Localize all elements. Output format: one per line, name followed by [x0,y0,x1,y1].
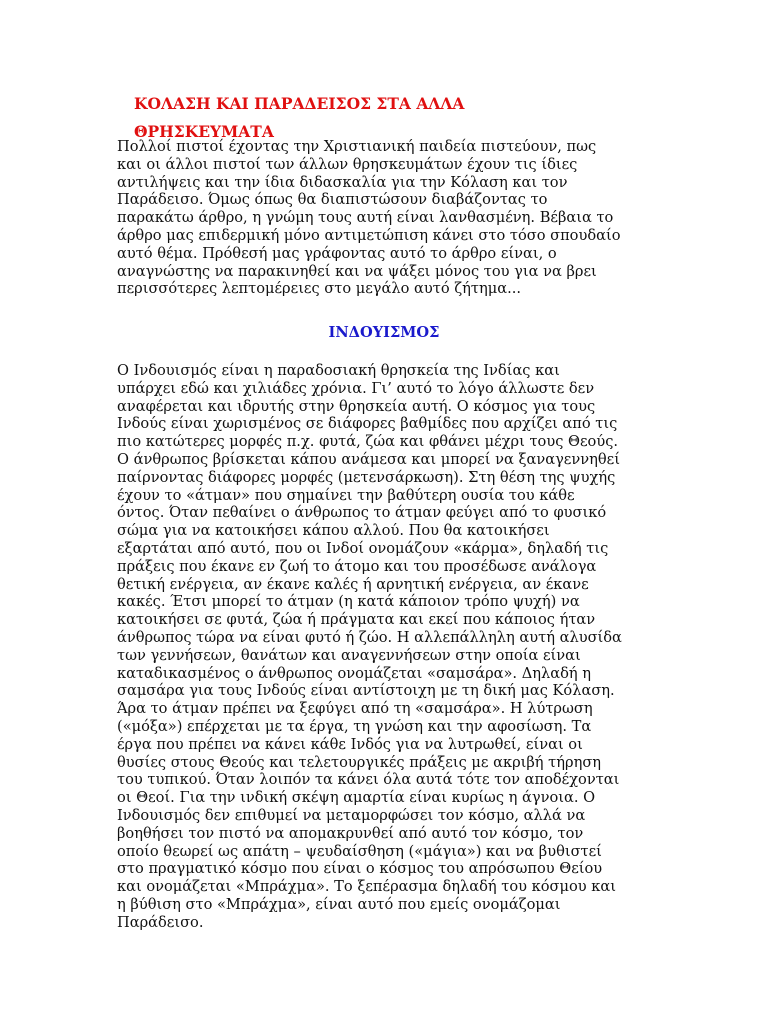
section-line: καταδικασμένος ο άνθρωπος ονομάζεται «σαμσάρα». Δηλαδή η [117,664,592,682]
section-line: κατοικήσει σε φυτά, ζώα ή πράγματα και εκεί που κάποιος ήταν [117,611,596,629]
section-line: πράξεις που έκανε εν ζωή το άτομο και του προσέδωσε ανάλογα [117,557,597,575]
intro-line: αναγνώστης να παρακινηθεί και να ψάξει μόνος του για να βρει [117,262,597,280]
section-line: αναφέρεται και ιδρυτής στην θρησκεία αυτή. Ο κόσμος για τους [117,397,596,415]
section-line: εξαρτάται από αυτό, που οι Ινδοί ονομάζουν «κάρμα», δηλαδή τις [117,539,609,557]
section-line: οι Θεοί. Για την ινδική σκέψη αμαρτία είναι κυρίως η άγνοια. Ο [117,789,596,807]
section-line: σώμα για να κατοικήσει κάπου αλλού. Που θα κατοικήσει [117,522,550,540]
section-line: η βύθιση στο «Μπράχμα», είναι αυτό που εμείς ονομάζομαι [117,895,561,913]
section-line: θυσίες στους Θεούς και τελετουργικές πράξεις με ακριβή τήρηση [117,753,602,771]
section-line: άνθρωπος τώρα να είναι φυτό ή ζώο. Η αλλεπάλληλη αυτή αλυσίδα [117,628,622,646]
section-line: Ινδούς είναι χωρισμένος σε διάφορες βαθμίδες που αρχίζει από τις [117,415,618,433]
intro-line: αντιλήψεις και την ίδια διδασκαλία για την Κόλαση και τον [117,173,568,191]
section-line: Ινδουισμός δεν επιθυμεί να μεταμορφώσει τον κόσμο, αλλά να [117,806,586,824]
intro-line: και οι άλλοι πιστοί των άλλων θρησκευμάτων έχουν τις ίδιες [117,155,578,173]
section-line: («μόξα») επέρχεται με τα έργα, τη γνώση και την αφοσίωση. Τα [117,717,592,735]
section-line: Ο άνθρωπος βρίσκεται κάπου ανάμεσα και μπορεί να ξαναγεννηθεί [117,450,620,468]
intro-line: παρακάτω άρθρο, η γνώμη τους αυτή είναι λανθασμένη. Βέβαια το [117,209,614,227]
section-line: έχουν το «άτμαν» που σημαίνει την βαθύτερη ουσία του κάθε [117,486,575,504]
document-title-line-2: ΘΡΗΣΚΕΥΜΑΤΑ [134,122,274,141]
section-line: έργα που πρέπει να κάνει κάθε Ινδός για να λυτρωθεί, είναι οι [117,735,583,753]
section-line: κακές. Έτσι μπορεί το άτμαν (η κατά κάποιον τρόπο ψυχή) να [117,593,580,611]
intro-line: Πολλοί πιστοί έχοντας την Χριστιανική παιδεία πιστεύουν, πως [117,138,597,155]
document-title-line-1: ΚΟΛΑΣΗ ΚΑΙ ΠΑΡΑΔΕΙΣΟΣ ΣΤΑ ΑΛΛΑ [134,94,465,113]
section-paragraph [117,362,657,932]
section-line: Παράδεισο. [117,913,204,931]
section-line: θετική ενέργεια, αν έκανε καλές ή αρνητική ενέργεια, αν έκανε [117,575,589,593]
section-line: των γεννήσεων, θανάτων και αναγεννήσεων στην οποία είναι [117,646,581,664]
section-line: όντος. Όταν πεθαίνει ο άνθρωπος το άτμαν φεύγει από το φυσικό [117,504,607,522]
intro-line: άρθρο μας επιδερμική μόνο αντιμετώπιση κάνει στο τόσο σπουδαίο [117,226,621,244]
intro-line: αυτό θέμα. Πρόθεσή μας γράφοντας αυτό το άρθρο είναι, ο [117,244,557,262]
section-line: Άρα το άτμαν πρέπει να ξεφύγει από τη «σαμσάρα». Η λύτρωση [117,700,593,718]
section-heading: ΙΝΔΟΥΙΣΜΟΣ [328,324,440,341]
section-line: πιο κατώτερες μορφές π.χ. φυτά, ζώα και φθάνει μέχρι τους Θεούς. [117,433,619,451]
section-line: του τυπικού. Όταν λοιπόν τα κάνει όλα αυτά τότε τον αποδέχονται [117,771,620,789]
section-line: υπάρχει εδώ και χιλιάδες χρόνια. Γι’ αυτό το λόγο άλλωστε δεν [117,379,595,397]
section-line: σαμσάρα για τους Ινδούς είναι αντίστοιχη με τη δική μας Κόλαση. [117,682,615,700]
intro-paragraph [117,138,657,298]
intro-line: περισσότερες λεπτομέρειες στο μεγάλο αυτό ζήτημα... [117,280,522,298]
section-line: στο πραγματικό κόσμο που είναι ο κόσμος του απρόσωπου Θείου [117,860,603,878]
section-line: οποίο θεωρεί ως απάτη – ψευδαίσθηση («μάγια») και να βυθιστεί [117,842,602,860]
section-line: Ο Ινδουισμός είναι η παραδοσιακή θρησκεία της Ινδίας και [117,362,560,379]
intro-line: Παράδεισο. Όμως όπως θα διαπιστώσουν διαβάζοντας το [117,191,548,209]
section-line: παίρνοντας διάφορες μορφές (μετενσάρκωση). Στη θέση της ψυχής [117,468,616,486]
section-line: βοηθήσει τον πιστό να απομακρυνθεί από αυτό τον κόσμο, τον [117,824,584,842]
section-line: και ονομάζεται «Μπράχμα». Το ξεπέρασμα δηλαδή του κόσμου και [117,878,616,896]
